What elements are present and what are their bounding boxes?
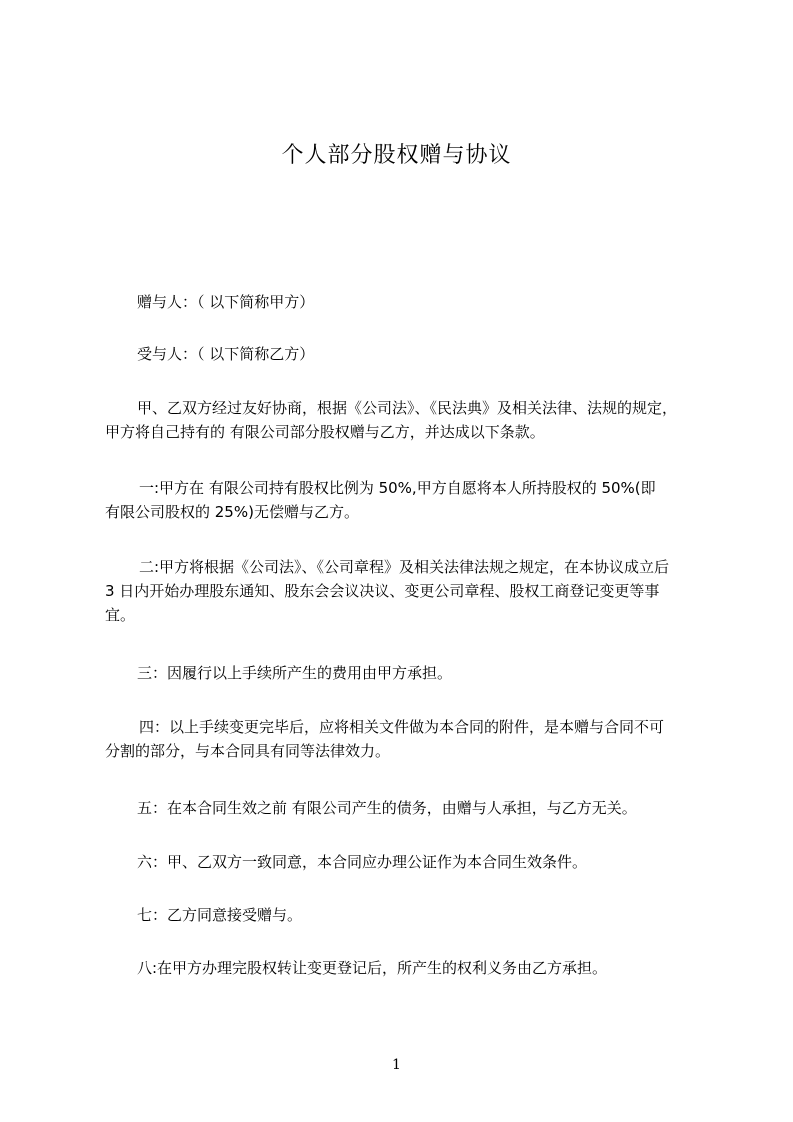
clause-1-paragraph — [105, 476, 715, 524]
clause-6-paragraph — [105, 850, 715, 874]
page-number: 1 — [392, 1057, 401, 1073]
clause-1-line-2: 有限公司股权的 25%)无偿赠与乙方。 — [105, 503, 359, 521]
donee-line — [105, 342, 715, 366]
preamble-line-2: 甲方将自己持有的 有限公司部分股权赠与乙方，并达成以下条款。 — [105, 423, 545, 441]
clause-3-paragraph — [105, 661, 715, 685]
clause-6-line-1: 六：甲、乙双方一致同意，本合同应办理公证作为本合同生效条件。 — [137, 853, 588, 871]
clause-5-line-1: 五：在本合同生效之前 有限公司产生的债务，由赠与人承担，与乙方无关。 — [137, 799, 637, 817]
document-title: 个人部分股权赠与协议 — [281, 143, 512, 168]
preamble-line-1: 甲、乙双方经过友好协商，根据《公司法》、《民法典》及相关法律、法规的规定， — [137, 399, 678, 417]
clause-4-line-1: 四：以上手续变更完毕后，应将相关文件做为本合同的附件，是本赠与合同不可 — [139, 718, 665, 736]
donor-line — [105, 290, 715, 314]
clause-2-line-2: 3 日内开始办理股东通知、股东会会议决议、变更公司章程、股权工商登记变更等事 — [105, 582, 660, 600]
clause-8-paragraph — [105, 956, 715, 980]
clause-5-paragraph — [105, 796, 715, 820]
clause-2-line-1: 二:甲方将根据《公司法》、《公司章程》及相关法律法规之规定，在本协议成立后 — [139, 558, 670, 576]
clause-3-line-1: 三：因履行以上手续所产生的费用由甲方承担。 — [137, 664, 453, 682]
clause-4-paragraph — [105, 715, 715, 763]
donor-text: 赠与人：（ 以下简称甲方） — [137, 293, 315, 311]
clause-2-line-3: 宜。 — [105, 606, 136, 624]
donee-text: 受与人：（ 以下简称乙方） — [137, 345, 315, 363]
clause-1-line-1: 一:甲方在 有限公司持有股权比例为 50%,甲方自愿将本人所持股权的 50%(即 — [139, 479, 656, 497]
preamble-paragraph — [105, 396, 715, 444]
clause-7-line-1: 七：乙方同意接受赠与。 — [137, 906, 303, 924]
clause-8-line-1: 八:在甲方办理完股权转让变更登记后，所产生的权利义务由乙方承担。 — [137, 959, 608, 977]
clause-2-paragraph — [105, 555, 715, 627]
clause-4-line-2: 分割的部分，与本合同具有同等法律效力。 — [105, 742, 391, 760]
clause-7-paragraph — [105, 903, 715, 927]
